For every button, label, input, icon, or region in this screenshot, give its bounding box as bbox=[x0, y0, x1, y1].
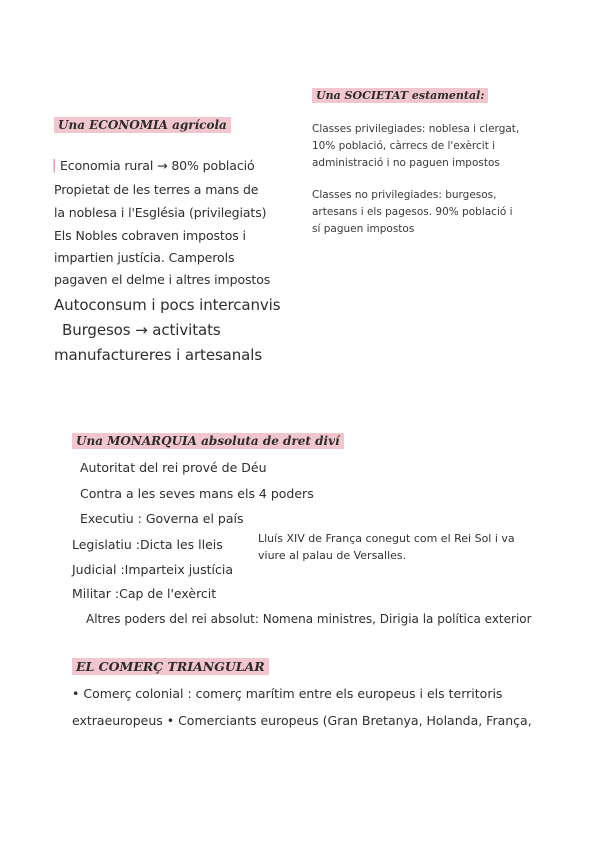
monarquia-note: viure al palau de Versalles. bbox=[258, 549, 407, 562]
economia-line: Autoconsum i pocs intercanvis bbox=[54, 296, 281, 314]
monarquia-heading: Una MONARQUIA absoluta de dret diví bbox=[72, 433, 344, 449]
societat-line: artesans i els pagesos. 90% població i bbox=[312, 206, 513, 218]
societat-heading: Una SOCIETAT estamental: bbox=[312, 88, 488, 103]
monarquia-line: Executiu : Governa el país bbox=[80, 511, 244, 526]
societat-line: administració i no paguen impostos bbox=[312, 157, 500, 169]
margin-marker: | bbox=[52, 158, 57, 173]
monarquia-line: Altres poders del rei absolut: Nomena ministres, Dirigia la política exterior bbox=[86, 612, 532, 626]
societat-line: 10% població, càrrecs de l'exèrcit i bbox=[312, 140, 496, 152]
societat-line: Classes no privilegiades: burgesos, bbox=[312, 189, 497, 201]
economia-line: Economia rural → 80% població bbox=[60, 158, 255, 173]
economia-line: pagaven el delme i altres impostos bbox=[54, 272, 271, 287]
comerc-heading: EL COMERÇ TRIANGULAR bbox=[72, 658, 269, 675]
economia-line: Els Nobles cobraven impostos i bbox=[54, 228, 246, 243]
monarquia-line: Judicial :Imparteix justícia bbox=[72, 562, 233, 577]
economia-line: manufactureres i artesanals bbox=[54, 346, 263, 364]
societat-line: Classes privilegiades: noblesa i clergat, bbox=[312, 123, 520, 135]
economia-line: la noblesa i l'Església (privilegiats) bbox=[54, 205, 267, 220]
monarquia-line: Contra a les seves mans els 4 poders bbox=[80, 486, 314, 501]
monarquia-note: Lluís XIV de França conegut com el Rei Sol i va bbox=[258, 532, 515, 545]
economia-line: impartien justícia. Camperols bbox=[54, 250, 235, 265]
comerc-line: extraeuropeus • Comerciants europeus (Gran Bretanya, Holanda, França, bbox=[72, 713, 532, 728]
comerc-line: • Comerç colonial : comerç marítim entre els europeus i els territoris bbox=[72, 686, 503, 701]
societat-line: sí paguen impostos bbox=[312, 223, 415, 235]
economia-heading: Una ECONOMIA agrícola bbox=[54, 117, 231, 133]
monarquia-line: Militar :Cap de l'exèrcit bbox=[72, 586, 217, 601]
monarquia-line: Autoritat del rei prové de Déu bbox=[80, 460, 267, 475]
economia-line: Propietat de les terres a mans de bbox=[54, 182, 259, 197]
monarquia-line: Legislatiu :Dicta les lleis bbox=[72, 537, 223, 552]
economia-line: Burgesos → activitats bbox=[62, 321, 221, 339]
